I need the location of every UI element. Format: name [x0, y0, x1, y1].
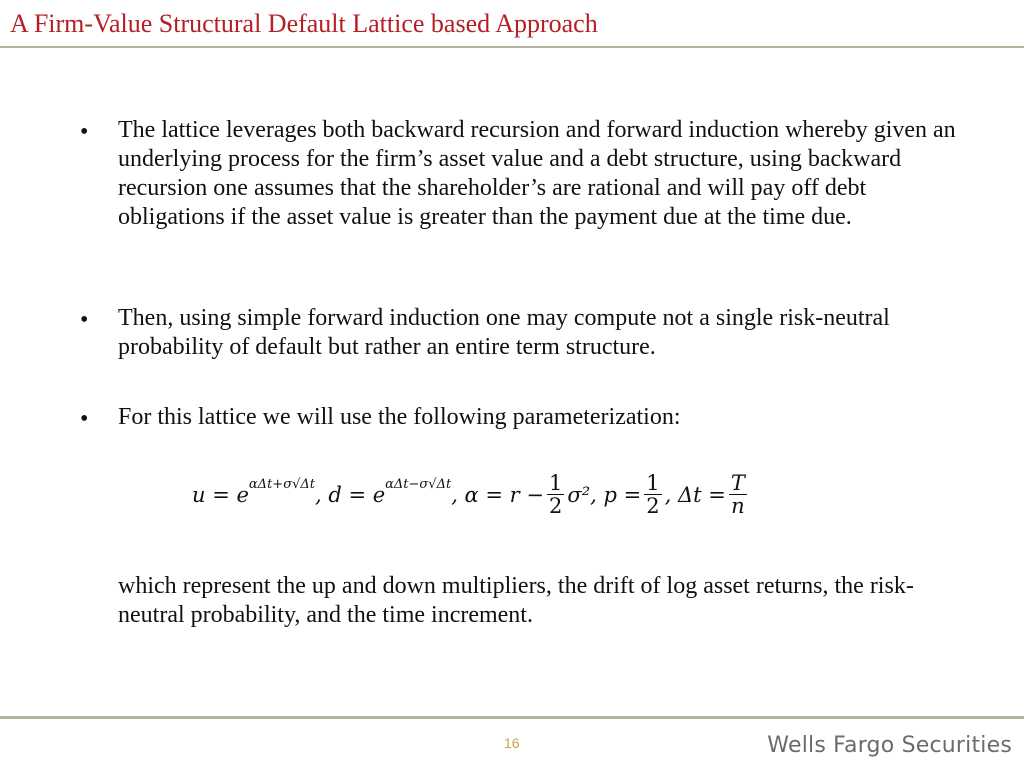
fraction-denominator: n: [731, 494, 745, 518]
formula-u-exponent: αΔt+σ√Δt: [248, 477, 315, 492]
formula-alpha-lhs: , α = r −: [451, 482, 544, 507]
fraction-denominator: 2: [549, 494, 563, 518]
formula-u-lhs: u = e: [192, 482, 249, 507]
fraction-numerator: 1: [549, 471, 563, 495]
fraction-numerator: T: [730, 471, 745, 495]
bullet-marker: •: [80, 307, 89, 333]
formula-dt-lhs: , Δt =: [664, 482, 726, 507]
wells-fargo-logo: Wells Fargo Securities: [767, 733, 1012, 758]
page-number: 16: [504, 735, 520, 751]
formula-p-fraction: [644, 472, 661, 517]
bullet-forward-induction: Then, using simple forward induction one may compute not a single risk-neutral probability of default but rather an entire term structure.: [118, 305, 890, 360]
formula-sigma-squared: σ²: [567, 482, 591, 507]
formula-time-fraction: [729, 472, 747, 517]
fraction-denominator: 2: [646, 494, 660, 518]
fraction-numerator: 1: [646, 471, 660, 495]
formula-half-fraction: [547, 472, 564, 517]
footer-divider: [0, 716, 1024, 719]
formula-d-lhs: , d = e: [314, 482, 386, 507]
formula-explanation: which represent the up and down multipliers, the drift of log asset returns, the risk-neutral probability, and the time increment.: [118, 573, 914, 628]
slide-title: A Firm-Value Structural Default Lattice based Approach: [10, 9, 598, 38]
bullet-marker: •: [80, 406, 89, 432]
formula-d-exponent: αΔt−σ√Δt: [385, 477, 452, 492]
formula-p-lhs: , p =: [590, 482, 642, 507]
bullet-parameterization: For this lattice we will use the following parameterization:: [118, 404, 681, 430]
bullet-backward-recursion: The lattice leverages both backward recursion and forward induction whereby given an underlying process for the firm’s asset value and a debt structure, using backward recursion one assumes that the shareholder’s are rational and will pay off debt obligations if the asset value is greater than the payment due at the time due.: [118, 117, 956, 230]
bullet-marker: •: [80, 119, 89, 145]
lattice-parameter-formula: [192, 472, 750, 517]
